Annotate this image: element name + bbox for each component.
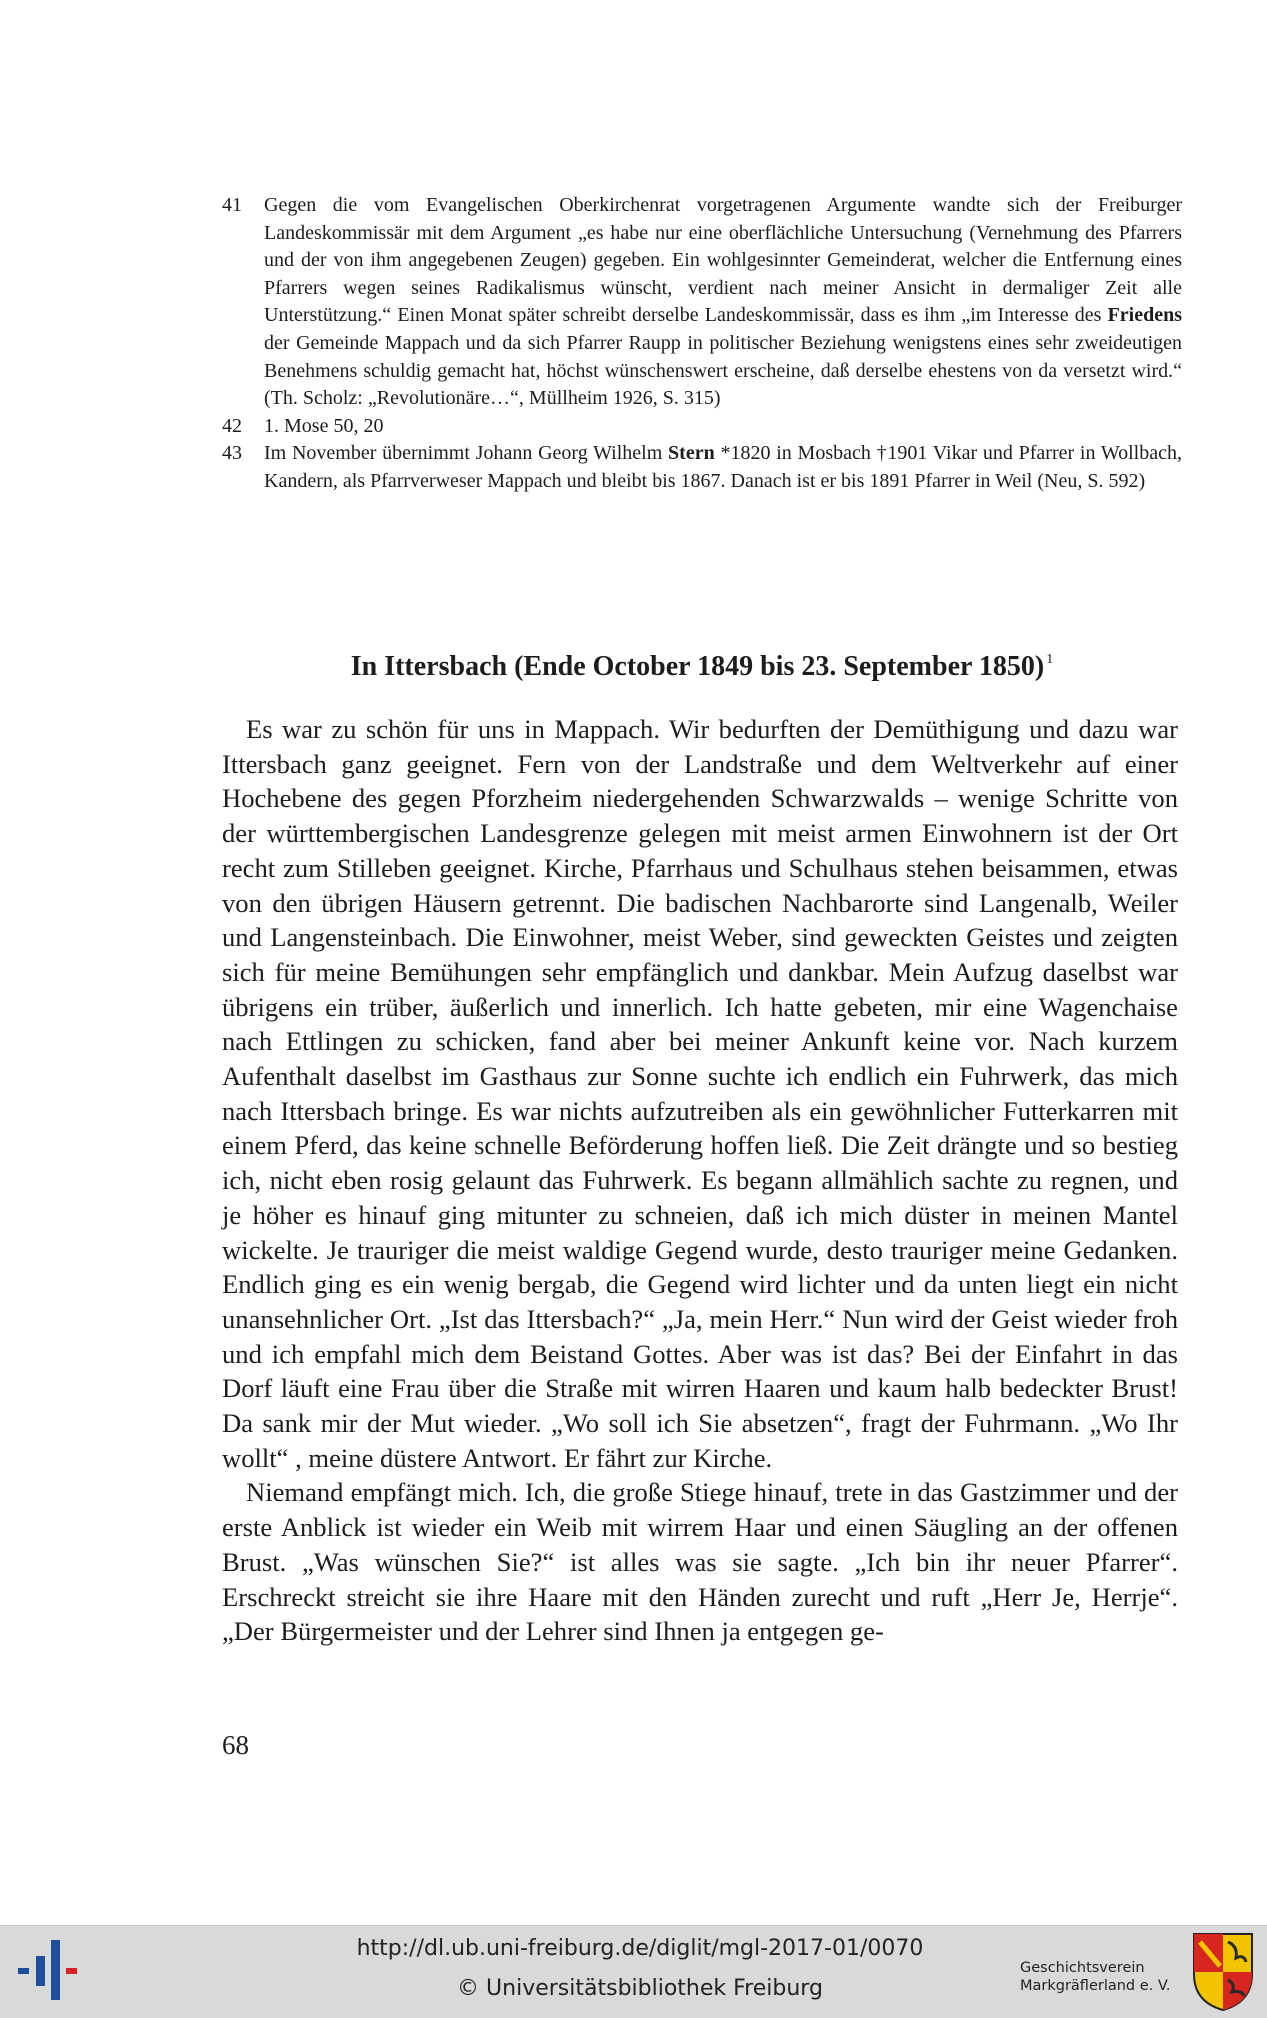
footnote-text: 1. Mose 50, 20 — [264, 414, 384, 437]
footnote-43 — [222, 440, 1182, 495]
paragraph: Es war zu schön für uns in Mappach. Wir bedurften der Demüthigung und dazu war Ittersbach ganz geeignet. Fern von der Landstraße und dem Weltverkehr auf einer Hochebene des gegen Pforzheim niedergehenden Schwarzwalds – wenige Schritte von der württembergischen Landesgrenze gelegen mit meist armen Einwohnern ist der Ort recht zum Stilleben geeignet. Kirche, Pfarrhaus und Schulhaus stehen beisammen, etwas von den übrigen Häusern getrennt. Die badischen Nachbarorte sind Langenalb, Weiler und Langensteinbach. Die Einwohner, meist Weber, sind geweckten Geistes und zeigten sich für meine Bemühungen sehr empfänglich und dankbar. Mein Aufzug daselbst war übrigens ein trüber, äußerlich und innerlich. Ich hatte gebeten, mir eine Wagenchaise nach Ettlingen zu schicken, fand aber bei meiner Ankunft keine vor. Nach kurzem Aufenthalt daselbst im Gasthaus zur Sonne suchte ich endlich ein Fuhrwerk, das mich nach Ittersbach bringe. Es war nichts aufzutreiben als ein gewöhnlicher Futterkarren mit einem Pferd, das keine schnelle Beförderung hoffen ließ. Die Zeit drängte und so bestieg ich, nicht eben rosig gelaunt das Fuhrwerk. Es begann allmählich sachte zu regnen, und je höher es hinauf ging mitunter zu schneien, daß ich mich düster in meinen Mantel wickelte. Je trauriger die meist waldige Gegend wurde, desto trauriger meine Gedanken. Endlich ging es ein wenig bergab, die Gegend wird lichter und da unten liegt ein nicht unansehnlicher Ort. „Ist das Ittersbach?“ „Ja, mein Herr.“ Nun wird der Geist wieder froh und ich empfahl mich dem Beistand Gottes. Aber was ist das? Bei der Einfahrt in das Dorf läuft eine Frau über die Straße mit wirren Haaren und kaum halb bedeckter Brust! Da sank mir der Mut wieder. „Wo soll ich Sie absetzen“, fragt der Fuhrmann. „Wo Ihr wollt“ , meine düstere Antwort. Er fährt zur Kirche. — [222, 714, 1178, 1473]
society-line-2: Markgräflerland e. V. — [1020, 1978, 1171, 1994]
footnote-text: der Gemeinde Mappach und da sich Pfarrer Raupp in politischer Beziehung wenigstens eines sehr zweideutigen Benehmens schuldig gemacht hat, höchst wünschenswert erscheine, daß derselbe ehestens von da versetzt wird.“ (Th. Scholz: „Revolutionäre…“, Müllheim 1926, S. 315) — [264, 331, 1182, 410]
footnote-text: *1820 in Mosbach †1901 Vikar und Pfarrer in Wollbach, Kandern, als Pfarrverweser Mappach und bleibt bis 1867. Danach ist er bis 1891 Pfarrer in Weil (Neu, S. 592) — [264, 442, 1182, 492]
body-text — [222, 712, 1178, 1649]
footnote-number: 41 — [222, 194, 242, 216]
page-number: 68 — [222, 1730, 249, 1760]
paragraph: Niemand empfängt mich. Ich, die große Stiege hinauf, trete in das Gastzimmer und der erste Anblick ist wieder ein Weib mit wirrem Haar und einen Säugling an der offenen Brust. „Was wünschen Sie?“ ist alles was sie sagte. „Ich bin ihr neuer Pfarrer“. Erschreckt streicht sie ihre Haare mit den Händen zurecht und ruft „Herr Je, Herrje“. „Der Bürgermeister und der Lehrer sind Ihnen ja entgegen ge- — [222, 1477, 1178, 1647]
ub-freiburg-logo-icon — [12, 1940, 82, 2000]
footnote-41 — [222, 192, 1182, 413]
footnote-emphasis: Friedens — [1107, 304, 1182, 327]
society-line-1: Geschichtsverein — [1020, 1960, 1145, 1976]
document-url-link[interactable]: http://dl.ub.uni-freiburg.de/diglit/mgl-2017-01/0070 — [356, 1936, 924, 1961]
footnote-text: Im November übernimmt Johann Georg Wilhelm — [264, 442, 669, 465]
footnote-42 — [222, 413, 1182, 441]
society-name — [1020, 1959, 1190, 1995]
section-title: In Ittersbach (Ende October 1849 bis 23. September 1850) — [350, 651, 1045, 682]
footnote-text: Gegen die vom Evangelischen Oberkirchenrat vorgetragenen Argumente wandte sich der Freiburger Landeskommissär mit dem Argument „es habe nur eine oberflächliche Untersuchung (Vernehmung des Pfarrers und der von ihm angegebenen Zeugen) gegeben. Ein wohlgesinnter Gemeinderat, welcher die Entfernung eines Pfarrers wegen seines Radikalismus wünscht, verdient nach meiner Ansicht in dermaliger Zeit alle Unterstützung.“ Einen Monat später schreibt derselbe Landeskommissär, dass es ihm „im Interesse des — [264, 194, 1182, 327]
footnote-reference: 1 — [1046, 652, 1054, 667]
footnotes — [222, 192, 1182, 496]
footnote-number: 42 — [222, 414, 242, 437]
footnote-number: 43 — [222, 442, 242, 465]
coat-of-arms-icon — [1192, 1932, 1254, 2012]
copyright-notice: © Universitätsbibliothek Freiburg — [457, 1976, 823, 2001]
footnote-emphasis: Stern — [668, 442, 715, 465]
footer-bar — [0, 1925, 1267, 2018]
section-heading — [222, 640, 1182, 687]
